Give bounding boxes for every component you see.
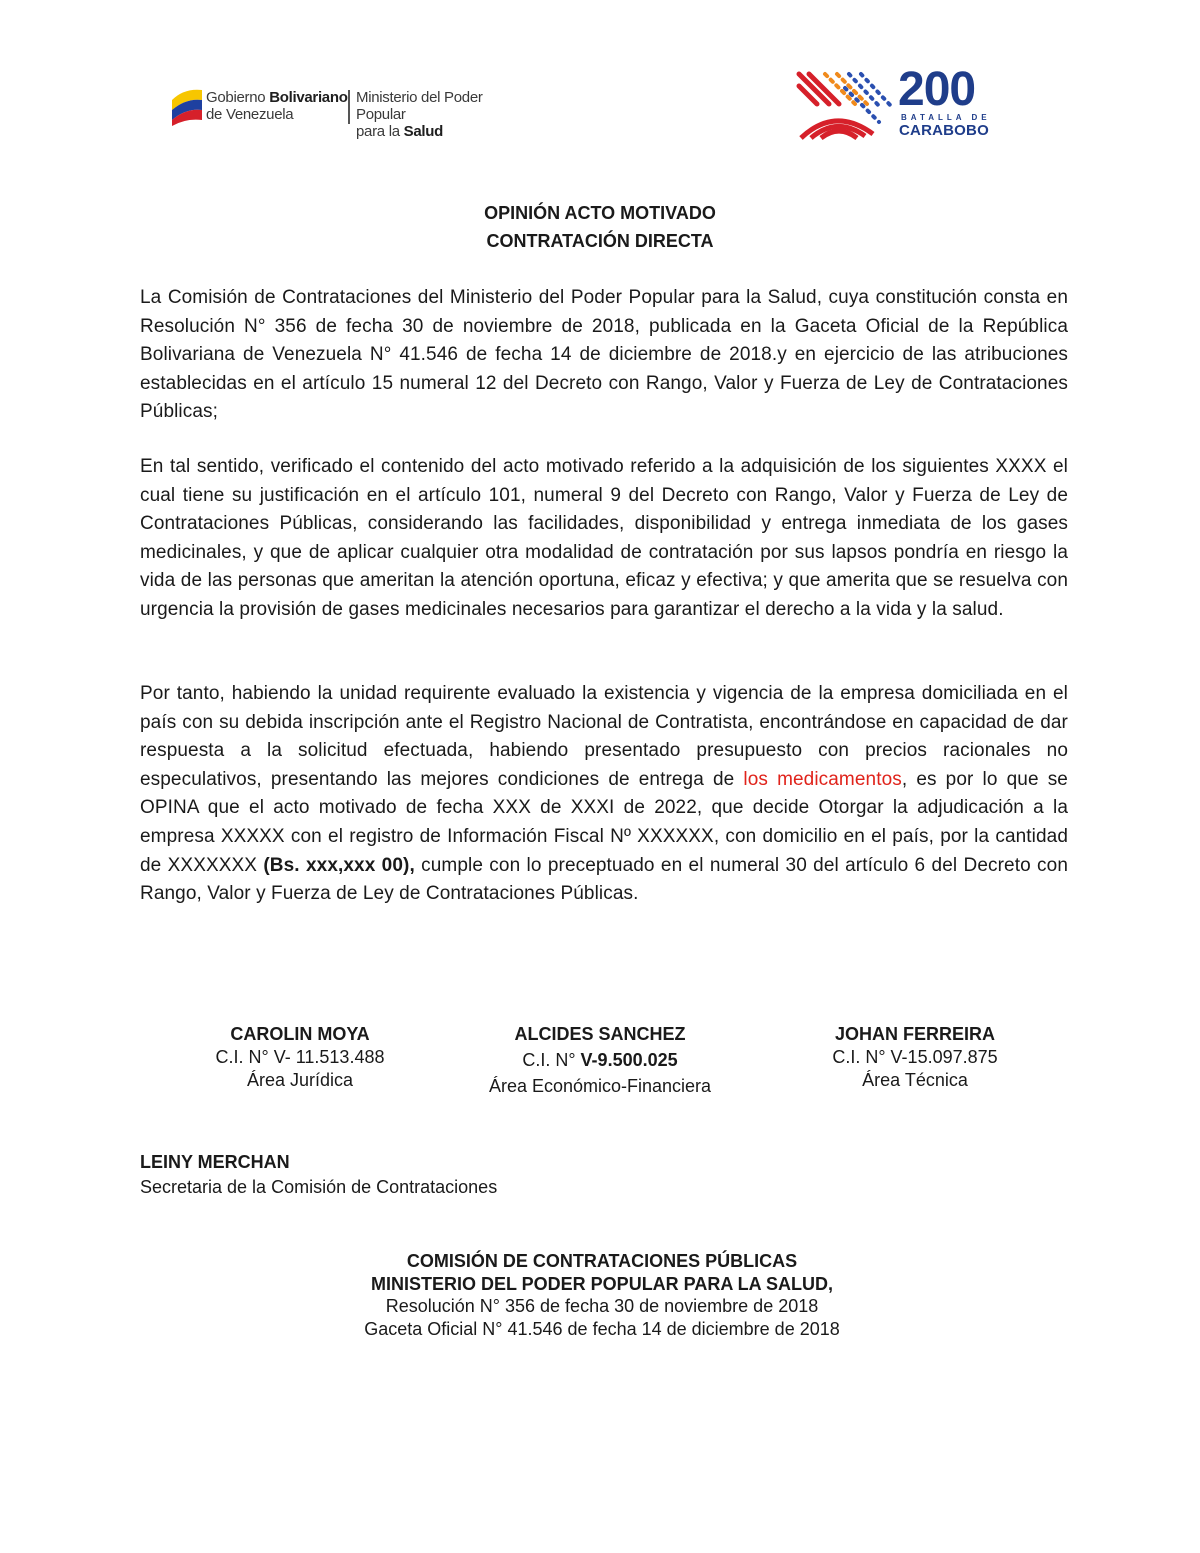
document-title <box>0 199 1200 255</box>
signatory-area: Área Técnica <box>862 1070 968 1090</box>
signatory-id: C.I. N° V- 11.513.488 <box>215 1047 385 1067</box>
secretary-block <box>140 1150 497 1200</box>
logo-place: CARABOBO <box>899 122 989 139</box>
footer-ministry: MINISTERIO DEL PODER POPULAR PARA LA SALUD, <box>370 1273 834 1294</box>
footer-gazette: Gaceta Oficial N° 41.546 de fecha 14 de diciembre de 2018 <box>364 1318 840 1339</box>
paragraph-justification: En tal sentido, verificado el contenido del acto motivado referido a la adquisición de los siguientes XXXX el cual tiene su justificación en el artículo 101, numeral 9 del Decreto con Rango, Valor y Fuerza de Ley de Contrataciones Públicas, considerando las facilidades, disponibilidad y entrega inmediata de los gases medicinales, y que de aplicar cualquier otra modalidad de contratación por sus lapsos pondría en riesgo la vida de las personas que ameritan la atención oportuna, eficaz y efectiva; y que amerita que se resuelva con urgencia la provisión de gases medicinales necesarios para garantizar el derecho a la vida y la salud. <box>140 456 1068 620</box>
logo-divider <box>348 90 350 124</box>
signatory-legal <box>140 1023 460 1092</box>
opinion-highlight: los medicamentos <box>743 768 902 790</box>
government-name: Gobierno Bolivariano de Venezuela <box>206 89 348 123</box>
venezuela-flag-icon <box>170 86 204 126</box>
title-line-1: OPINIÓN ACTO MOTIVADO <box>484 203 716 223</box>
footer-block <box>0 1250 1200 1340</box>
signatory-name: JOHAN FERREIRA <box>834 1024 995 1044</box>
opinion-text-b: , es por lo que se OPINA que el acto motivado de fecha XXX de XXXI de 2022, que decide Otorgar la adjudicación a la empresa XXXXX con el registro de Información Fiscal Nº XXXXXX, con domicilio en el país, por la cantidad de XXXXXXX <box>140 768 1068 876</box>
secretary-name: LEINY MERCHAN <box>140 1152 290 1172</box>
footer-resolution: Resolución N° 356 de fecha 30 de noviembre de 2018 <box>385 1296 819 1316</box>
signatory-name: CAROLIN MOYA <box>230 1024 370 1044</box>
paragraph-opinion <box>140 680 1068 909</box>
ministry-name: Ministerio del Poder Popular para la Salud <box>356 89 483 140</box>
opinion-text-a: Por tanto, habiendo la unidad requirente evaluado la existencia y vigencia de la empresa domiciliada en el país con su debida inscripción ante el Registro Nacional de Contratista, encontrándose en capacidad de dar respuesta a la solicitud efectuada, habiendo presentado presupuesto con precios racionales no especulativos, presentando las mejores condiciones de entrega de <box>140 683 1068 790</box>
logo-number: 200 <box>898 63 976 116</box>
carabobo-stripes-icon <box>795 68 895 140</box>
signatory-name: ALCIDES SANCHEZ <box>514 1024 686 1044</box>
signatory-finance <box>440 1023 760 1098</box>
government-logo <box>170 84 530 140</box>
paragraph-commission: La Comisión de Contrataciones del Ministerio del Poder Popular para la Salud, cuya constitución consta en Resolución N° 356 de fecha 30 de noviembre de 2018, publicada en la Gaceta Oficial de la República Bolivariana de Venezuela N° 41.546 de fecha 14 de diciembre de 2018.y en ejercicio de las atribuciones establecidas en el artículo 15 numeral 12 del Decreto con Rango, Valor y Fuerza de Ley de Contrataciones Públicas; <box>140 287 1068 423</box>
opinion-text-c: cumple con lo preceptuado en el numeral 30 del artículo 6 del Decreto con Rango, Valor y Fuerza de Ley de Contrataciones Públicas. <box>140 854 1068 905</box>
bicentennial-logo <box>795 63 1000 143</box>
logo-subtitle: BATALLA DE <box>901 113 991 122</box>
signatory-area: Área Jurídica <box>246 1070 354 1090</box>
footer-commission: COMISIÓN DE CONTRATACIONES PÚBLICAS <box>406 1251 798 1271</box>
secretary-role: Secretaria de la Comisión de Contrataciones <box>140 1177 498 1197</box>
signatory-area: Área Económico-Financiera <box>488 1076 712 1096</box>
opinion-amount: (Bs. xxx,xxx 00), <box>263 854 415 876</box>
signatory-id: C.I. N° V-9.500.025 <box>522 1050 678 1070</box>
signatory-id: C.I. N° V-15.097.875 <box>832 1047 998 1067</box>
signatory-technical <box>755 1023 1075 1092</box>
title-line-2: CONTRATACIÓN DIRECTA <box>486 231 714 251</box>
